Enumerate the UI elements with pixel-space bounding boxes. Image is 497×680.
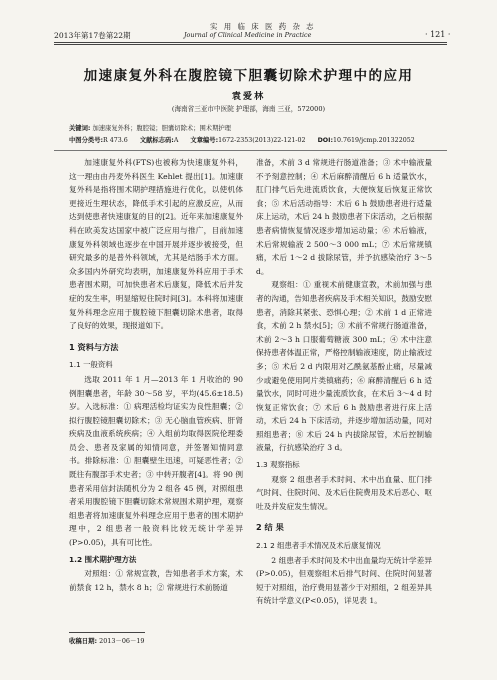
article-number-label: 文章编号: bbox=[190, 137, 219, 144]
doi-label: DOI: bbox=[317, 137, 334, 144]
footnote bbox=[69, 636, 144, 645]
abstract-rule bbox=[54, 150, 447, 151]
results-paragraph: 2 组患者手术时间及术中出血量均无统计学差异(P>0.05)，但观察组术后排气时间、住院时间显著短于对照组，治疗费用显著少于对照组，2 组差异具有统计学意义(P<0.05)，详见表 1。 bbox=[256, 555, 432, 606]
keywords-label: 关键词: bbox=[69, 125, 91, 132]
subsection-heading-general: 1.1 一般资料 bbox=[69, 360, 113, 370]
running-header-issue: 2013年第17卷第22期 bbox=[54, 31, 131, 40]
author-affiliation: (海南省三亚市中医院 护理部，海南 三亚，572000) bbox=[171, 105, 326, 113]
running-header-journal-en: Journal of Clinical Medicine in Practice bbox=[184, 31, 312, 39]
running-header-journal-cn: 实 用 临 床 医 药 杂 志 bbox=[210, 22, 316, 31]
indicators-paragraph: 观察 2 组患者手术时间、术中出血量、肛门排气时间、住院时间、及术后住院费用及术后恶心、呕吐及并发症发生情况。 bbox=[256, 474, 432, 511]
section-heading-results: 2 结 果 bbox=[256, 522, 284, 533]
keywords-line bbox=[69, 123, 231, 132]
control-group-continued: 准备，术前 3 d 常规进行肠道准备；③ 术中输液量不予刻意控制；④ 术后麻醉清醒后 6 h 适量饮水，肛门排气后先进流质饮食，大便恢复后恢复正常饮食；⑤ 术后活动指导：术后 6 h 鼓励患者进行适量床上运动，术后 24 h 鼓励患者下床活动，之后根据患者病情恢复情况逐步增加运动量；⑥ 术后输液，术后常规输液 2 500～3 000 mL；⑦ 术后常规镇痛，术后 1～2 d 拔除尿管，并予抗感染治疗 3～5 d。 bbox=[256, 158, 432, 276]
footnote-rule bbox=[69, 632, 145, 633]
doi-value: 10.7619/jcmp.201322052 bbox=[333, 137, 415, 144]
received-date-value: 2013－06－19 bbox=[99, 637, 145, 645]
clc-label: 中图分类号: bbox=[69, 137, 104, 144]
classification-line bbox=[69, 135, 425, 144]
page-number: · 121 · bbox=[425, 30, 451, 39]
left-column bbox=[69, 156, 243, 594]
doc-code-value: A bbox=[173, 137, 179, 144]
section-heading-methods: 1 资料与方法 bbox=[69, 341, 119, 352]
nursing-paragraph: 对照组：① 常规宣教，告知患者手术方案，术前禁食 12 h，禁水 8 h；② 常规进行术前肠道 bbox=[69, 569, 243, 592]
article-title: 加速康复外科在腹腔镜下胆囊切除术护理中的应用 bbox=[83, 68, 414, 84]
article-number-value: 1672-2353(2013)22-121-02 bbox=[218, 137, 306, 144]
subsection-heading-nursing: 1.2 围术期护理方法 bbox=[69, 554, 137, 564]
right-column bbox=[256, 156, 432, 608]
header-rule-thin bbox=[54, 44, 447, 45]
general-data-paragraph: 选取 2011 年 1 月—2013 年 1 月收治的 90 例胆囊患者，年龄 30～58 岁，平均(45.6±18.5)岁。入选标准：① 病理活检均证实为良性胆囊；② 拟行腹腔镜胆囊切除术；③ 无心脑血管疾病、肝肾疾病及血液系统疾病；④ 入组前均取得医院伦理委员会、患者及家属的知情同意，并签署知情同意书。排除标准：① 胆囊壁生迅速，可疑恶性者；② 既往有腹部手术史者；③ 中转开腹者[4]。将 90 例患者采用信封法随机分为 2 组各 45 例，对照组患者采用腹腔镜下胆囊切除术常规围术期护理，观察组患者将加速康复外科理念应用于患者的围术期护理中，2 组患者一般资料比较无统计学差异(P>0.05)，具有可比性。 bbox=[69, 374, 243, 548]
subsection-heading-results-1: 2.1 2 组患者手术情况及术后康复情况 bbox=[256, 541, 381, 551]
author-name: 袁爱林 bbox=[231, 91, 266, 102]
keywords-value: 加速康复外科；腹腔镜；胆囊切除术；围术期护理 bbox=[92, 125, 231, 132]
header-rule-thick bbox=[54, 42, 447, 43]
intro-paragraph: 加速康复外科(FTS)也被称为快速康复外科，这一理由由丹麦外科医生 Kehlet 提出[1]。加速康复外科是指将围术期护理措施进行优化，以使机体更接近生理状态，降低手术引起的应激反应，从而达到使患者快速康复的目的[2]。近年来加速康复外科在欧美发达国家中被广泛应用与推广，目前加速康复外科领域也逐步在中国开展并逐步被接受，但研究最多的是普外科领域，尤其是结肠手术方面。众多国内外研究均表明，加速康复外科应用于手术患者围术期，可加快患者术后康复，降低术后并发症的发生率，明显缩短住院时间[3]。本科将加速康复外科理念应用于腹腔镜下胆囊切除术患者，取得了良好的效果，现报道如下。 bbox=[69, 158, 243, 331]
received-date-label: 收稿日期: bbox=[69, 637, 98, 645]
clc-value: R 473.6 bbox=[103, 137, 128, 144]
observation-group-paragraph: 观察组：① 重视术前健康宣教，术前加强与患者的沟通，告知患者疾病及手术相关知识，鼓励安慰患者，消除其紧张、恐惧心理；② 术前 1 d 正常进食，术前 2 h 禁水[5]；③ 术前不常规行肠道准备，术前 2～3 h 口服葡萄糖液 300 mL；④ 术中注意保持患者体温正常，严格控制输液速度，防止输液过多；⑤ 术后 2 d 内限用对乙酰氨基酚止痛，尽量减少或避免使用阿片类镇痛药；⑥ 麻醉清醒后 6 h 适量饮水，同时可进少量流质饮食，在术后 3～4 d 时恢复正常饮食；⑦ 术后 6 h 鼓励患者进行床上活动，术后 24 h 下床活动，并逐步增加活动量，同对照组患者；⑧ 术后 24 h 内拔除尿管，术后控制输液量，行抗感染治疗 3 d。 bbox=[256, 280, 432, 453]
subsection-heading-indicators: 1.3 观察指标 bbox=[256, 460, 300, 470]
doc-code-label: 文献标志码: bbox=[139, 137, 174, 144]
